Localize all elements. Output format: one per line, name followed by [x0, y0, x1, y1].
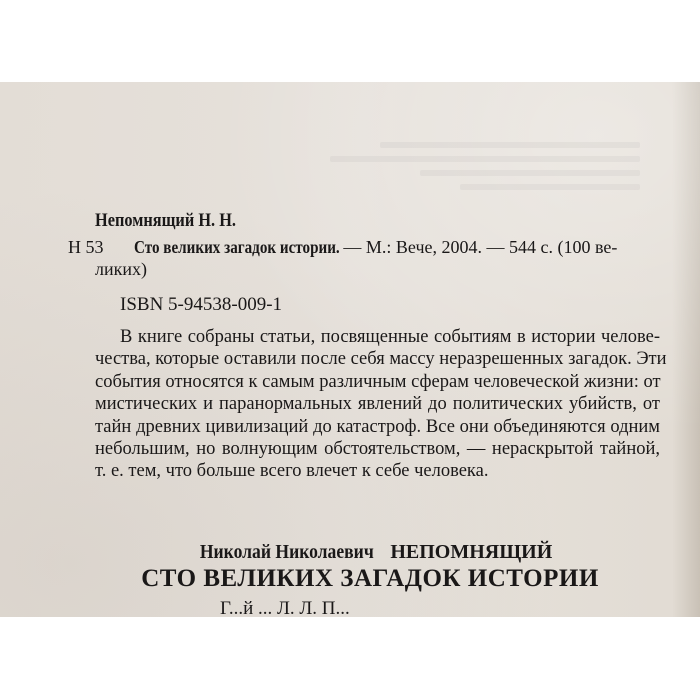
annotation-line: т. е. тем, что больше всего влечет к себе человека. — [95, 461, 489, 482]
show-through-text — [460, 184, 640, 190]
annotation-line: чества, которые оставили после себя массу неразрешенных загадок. Эти — [95, 349, 667, 370]
show-through-text — [330, 156, 640, 162]
imprint: — М.: Вече, 2004. — 544 с. (100 ве- — [338, 237, 618, 257]
cut-off-line: Г...й ... Л. Л. П... — [220, 598, 350, 617]
author-heading: Непомнящий Н. Н. — [95, 210, 237, 231]
book-page-photo — [0, 82, 700, 617]
annotation-paragraph — [95, 326, 667, 483]
annotation-line: тайн древних цивилизаций до катастроф. Все они объединяются одним — [95, 416, 660, 437]
classification-code: Н 53 — [68, 237, 104, 257]
title-page-author — [0, 541, 700, 563]
annotation-line: В книге собраны статьи, посвященные событиям в истории челове- — [120, 327, 660, 347]
bibliographic-entry — [134, 236, 617, 258]
imprint-continuation: ликих) — [95, 259, 147, 279]
annotation-line: события относятся к самым различным сферам человеческой жизни: от — [95, 371, 661, 392]
book-title-bold: Сто великих загадок истории. — [134, 237, 340, 257]
author-surname: НЕПОМНЯЩИЙ — [390, 541, 553, 563]
isbn: ISBN 5-94538-009-1 — [120, 294, 283, 315]
annotation-line: небольшим, но волнующим обстоятельством, — нераскрытой тайной, — [95, 438, 660, 459]
show-through-text — [380, 142, 640, 148]
annotation-line: мистических и паранормальных явлений до политических убийств, от — [95, 394, 660, 415]
author-given-names: Николай Николаевич — [199, 541, 374, 563]
title-page-book-title: СТО ВЕЛИКИХ ЗАГАДОК ИСТОРИИ — [141, 565, 599, 592]
show-through-text — [420, 170, 640, 176]
